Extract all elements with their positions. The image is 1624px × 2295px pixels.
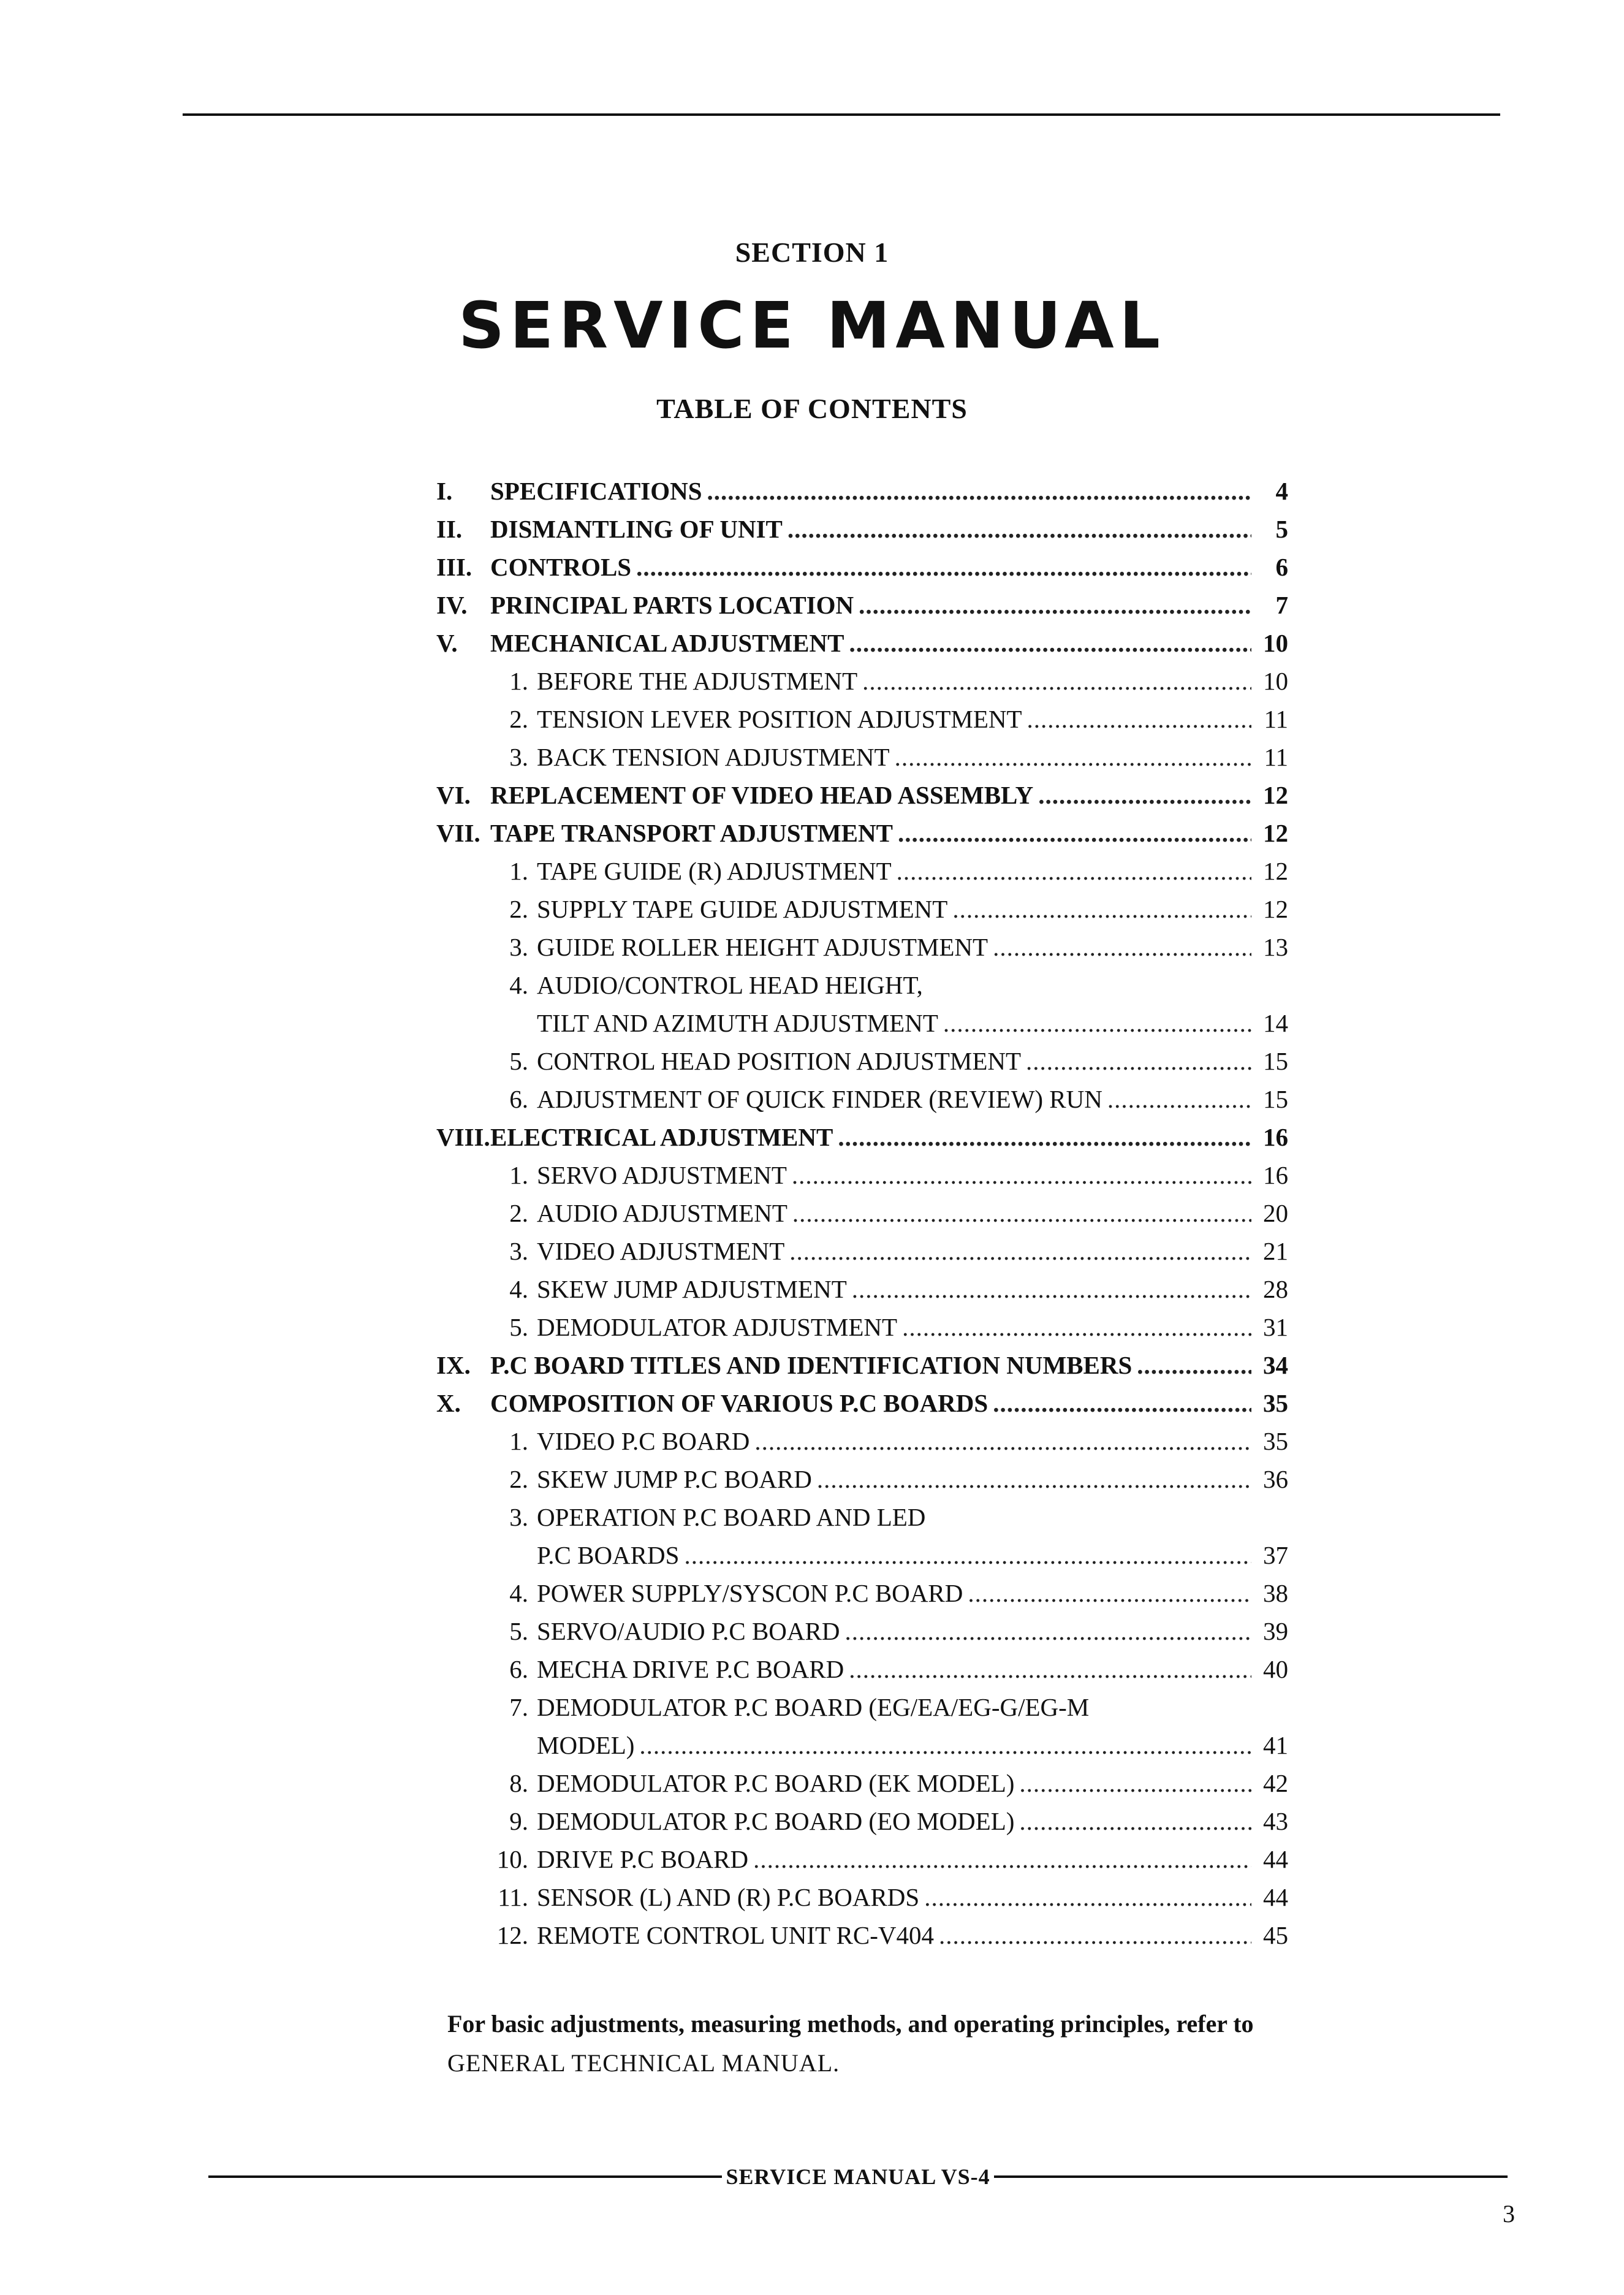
toc-heading: TABLE OF CONTENTS <box>656 393 968 424</box>
toc-entry-number: 5. <box>509 1313 528 1341</box>
toc-entry-page: 16 <box>1263 1123 1288 1151</box>
toc-entry-title: DEMODULATOR ADJUSTMENT <box>537 1313 898 1341</box>
toc-entry-title: SKEW JUMP ADJUSTMENT <box>537 1275 847 1303</box>
toc-leader-dots <box>792 1194 1251 1232</box>
toc-entry-number: IV. <box>436 591 468 619</box>
toc-entry-page: 35 <box>1263 1427 1288 1455</box>
toc-entry-page: 34 <box>1263 1351 1288 1379</box>
toc-entry <box>436 1574 1288 1612</box>
toc-entry-number: 2. <box>509 705 528 733</box>
toc-entry-number: 1. <box>509 667 528 695</box>
toc-entry-title: COMPOSITION OF VARIOUS P.C BOARDS <box>490 1389 988 1417</box>
toc-entry-page: 38 <box>1263 1579 1288 1607</box>
toc-entry <box>436 890 1288 928</box>
toc-entry-number: 2. <box>509 1465 528 1493</box>
toc-entry-title: SKEW JUMP P.C BOARD <box>537 1465 812 1493</box>
toc-entry-number: 4. <box>509 1579 528 1607</box>
toc-entry-title: DEMODULATOR P.C BOARD (EO MODEL) <box>537 1807 1015 1835</box>
toc-entry-number: 12. <box>496 1921 528 1949</box>
toc-leader-dots <box>707 472 1251 510</box>
toc-entry-number: 6. <box>509 1085 528 1113</box>
toc-entry-page: 31 <box>1263 1313 1288 1341</box>
toc-entry-number: 8. <box>509 1769 528 1797</box>
toc-entry <box>436 966 1288 1004</box>
toc-entry-number: VI. <box>436 781 471 809</box>
toc-entry-number: 3. <box>509 1237 528 1265</box>
toc-entry-title: BACK TENSION ADJUSTMENT <box>537 743 890 771</box>
toc-leader-dots <box>817 1460 1251 1498</box>
toc-entry-page: 42 <box>1263 1769 1288 1797</box>
toc-entry-page: 40 <box>1263 1655 1288 1683</box>
toc-entry-title: DRIVE P.C BOARD <box>537 1845 749 1873</box>
toc-entry-number: 4. <box>509 971 528 999</box>
toc-entry-number: 1. <box>509 1427 528 1455</box>
toc-entry <box>436 510 1288 548</box>
toc-entry-number: 11. <box>498 1883 528 1911</box>
toc-entry-page: 14 <box>1263 1009 1288 1037</box>
toc-entry-title: REMOTE CONTROL UNIT RC-V404 <box>537 1921 935 1949</box>
toc-leader-dots <box>952 890 1251 928</box>
toc-leader-dots <box>943 1004 1251 1042</box>
toc-entry-page: 11 <box>1264 743 1288 771</box>
toc-entry-page: 10 <box>1263 667 1288 695</box>
toc-entry-title: DEMODULATOR P.C BOARD (EG/EA/EG-G/EG-M <box>537 1693 1090 1721</box>
toc-entry <box>436 1346 1288 1384</box>
toc-entry <box>436 776 1288 814</box>
footer <box>208 2164 1508 2190</box>
toc-entry-number: 1. <box>509 1161 528 1189</box>
table-of-contents <box>436 472 1288 1954</box>
toc-entry-number: IX. <box>436 1351 471 1379</box>
toc-entry-page: 5 <box>1275 515 1288 543</box>
toc-leader-dots <box>844 1612 1251 1650</box>
toc-leader-dots <box>789 1232 1251 1270</box>
toc-entry-title: SENSOR (L) AND (R) P.C BOARDS <box>537 1883 920 1911</box>
toc-entry-page: 21 <box>1263 1237 1288 1265</box>
toc-entry-title: OPERATION P.C BOARD AND LED <box>537 1503 926 1531</box>
toc-leader-dots <box>639 1726 1251 1764</box>
toc-entry-title: CONTROLS <box>490 553 632 581</box>
toc-entry-title: AUDIO/CONTROL HEAD HEIGHT, <box>537 971 923 999</box>
toc-entry <box>436 738 1288 776</box>
toc-entry-number: V. <box>436 629 458 657</box>
toc-leader-dots <box>849 1650 1251 1688</box>
toc-entry <box>436 814 1288 852</box>
toc-entry-title: AUDIO ADJUSTMENT <box>537 1199 787 1227</box>
toc-leader-dots <box>753 1840 1251 1878</box>
toc-entry <box>436 1308 1288 1346</box>
toc-entry-number: 5. <box>509 1617 528 1645</box>
toc-leader-dots <box>684 1536 1251 1574</box>
toc-entry-title: TAPE GUIDE (R) ADJUSTMENT <box>537 857 892 885</box>
toc-entry-title: TAPE TRANSPORT ADJUSTMENT <box>490 819 893 847</box>
toc-leader-dots <box>897 852 1251 890</box>
toc-entry-page: 20 <box>1263 1199 1288 1227</box>
toc-entry <box>436 1612 1288 1650</box>
toc-entry <box>436 1270 1288 1308</box>
toc-leader-dots <box>939 1916 1251 1954</box>
toc-entry-title: DEMODULATOR P.C BOARD (EK MODEL) <box>537 1769 1015 1797</box>
toc-entry <box>436 1726 1288 1764</box>
toc-entry-page: 10 <box>1263 629 1288 657</box>
toc-entry-title: CONTROL HEAD POSITION ADJUSTMENT <box>537 1047 1022 1075</box>
toc-entry <box>436 1232 1288 1270</box>
toc-entry-number: 3. <box>509 743 528 771</box>
toc-entry <box>436 662 1288 700</box>
toc-entry-title: POWER SUPPLY/SYSCON P.C BOARD <box>537 1579 963 1607</box>
page-number: 3 <box>1503 2200 1515 2228</box>
toc-entry-number: 1. <box>509 857 528 885</box>
toc-entry-page: 44 <box>1263 1845 1288 1873</box>
toc-entry <box>436 1498 1288 1536</box>
toc-entry-number: X. <box>436 1389 461 1417</box>
toc-leader-dots <box>754 1422 1251 1460</box>
reference-note-line-1: For basic adjustments, measuring methods, and operating principles, refer to <box>447 2010 1254 2038</box>
toc-entry-title: P.C BOARD TITLES AND IDENTIFICATION NUMBERS <box>490 1351 1133 1379</box>
toc-entry <box>436 1080 1288 1118</box>
toc-entry-title: SUPPLY TAPE GUIDE ADJUSTMENT <box>537 895 948 923</box>
toc-entry-page: 7 <box>1275 591 1288 619</box>
toc-entry <box>436 928 1288 966</box>
toc-entry-page: 45 <box>1263 1921 1288 1949</box>
toc-entry-page: 35 <box>1263 1389 1288 1417</box>
toc-entry-page: 44 <box>1263 1883 1288 1911</box>
toc-leader-dots <box>787 510 1251 548</box>
toc-entry-page: 16 <box>1263 1161 1288 1189</box>
toc-entry-number: 2. <box>509 1199 528 1227</box>
section-label: SECTION 1 <box>735 237 889 268</box>
toc-entry <box>436 1764 1288 1802</box>
toc-entry-page: 39 <box>1263 1617 1288 1645</box>
toc-leader-dots <box>838 1118 1251 1156</box>
toc-entry-page: 36 <box>1263 1465 1288 1493</box>
toc-entry-page: 6 <box>1275 553 1288 581</box>
toc-entry-title: REPLACEMENT OF VIDEO HEAD ASSEMBLY <box>490 781 1034 809</box>
toc-leader-dots <box>636 548 1251 586</box>
toc-entry-title: VIDEO ADJUSTMENT <box>537 1237 785 1265</box>
toc-entry-page: 37 <box>1263 1541 1288 1569</box>
toc-entry-page: 15 <box>1263 1047 1288 1075</box>
toc-entry <box>436 1840 1288 1878</box>
toc-entry-title: SERVO ADJUSTMENT <box>537 1161 787 1189</box>
toc-leader-dots <box>924 1878 1251 1916</box>
toc-leader-dots <box>968 1574 1251 1612</box>
toc-leader-dots <box>1038 776 1251 814</box>
toc-entry <box>436 1194 1288 1232</box>
toc-entry-number: VIII. <box>436 1123 490 1151</box>
toc-leader-dots <box>1019 1764 1251 1802</box>
toc-entry-page: 12 <box>1263 895 1288 923</box>
toc-leader-dots <box>1026 1042 1251 1080</box>
toc-entry-page: 28 <box>1263 1275 1288 1303</box>
toc-entry-number: 7. <box>509 1693 528 1721</box>
toc-entry <box>436 1118 1288 1156</box>
toc-leader-dots <box>1137 1346 1251 1384</box>
toc-entry-number: 10. <box>496 1845 528 1873</box>
toc-entry-page: 11 <box>1264 705 1288 733</box>
toc-entry-title: TENSION LEVER POSITION ADJUSTMENT <box>537 705 1022 733</box>
toc-entry <box>436 586 1288 624</box>
toc-entry-title: SPECIFICATIONS <box>490 477 702 505</box>
toc-leader-dots <box>792 1156 1251 1194</box>
toc-entry-number: 2. <box>509 895 528 923</box>
toc-entry <box>436 548 1288 586</box>
toc-entry-title: P.C BOARDS <box>537 1541 680 1569</box>
toc-entry <box>436 1042 1288 1080</box>
toc-entry-title: VIDEO P.C BOARD <box>537 1427 750 1455</box>
toc-entry-number: II. <box>436 515 463 543</box>
toc-entry-title: BEFORE THE ADJUSTMENT <box>537 667 858 695</box>
toc-entry-number: III. <box>436 553 472 581</box>
footer-rule-right <box>994 2175 1508 2178</box>
footer-rule-left <box>208 2175 722 2178</box>
toc-leader-dots <box>852 1270 1251 1308</box>
toc-entry <box>436 624 1288 662</box>
toc-entry <box>436 1460 1288 1498</box>
toc-entry <box>436 1384 1288 1422</box>
top-rule <box>183 113 1500 116</box>
toc-entry-number: 5. <box>509 1047 528 1075</box>
toc-entry <box>436 1878 1288 1916</box>
toc-entry <box>436 1802 1288 1840</box>
toc-entry-page: 12 <box>1263 781 1288 809</box>
toc-entry-page: 4 <box>1275 477 1288 505</box>
toc-leader-dots <box>862 662 1251 700</box>
toc-entry <box>436 852 1288 890</box>
toc-entry-title: ELECTRICAL ADJUSTMENT <box>490 1123 833 1151</box>
toc-entry-title: GUIDE ROLLER HEIGHT ADJUSTMENT <box>537 933 988 961</box>
toc-leader-dots <box>993 928 1251 966</box>
footer-title: SERVICE MANUAL VS-4 <box>726 2164 990 2189</box>
toc-entry <box>436 1422 1288 1460</box>
toc-entry-page: 13 <box>1263 933 1288 961</box>
toc-entry-page: 12 <box>1263 819 1288 847</box>
toc-entry-page: 41 <box>1263 1731 1288 1759</box>
reference-note <box>447 2004 1293 2083</box>
toc-entry-number: VII. <box>436 819 480 847</box>
reference-note-line-2: GENERAL TECHNICAL MANUAL. <box>447 2049 840 2077</box>
toc-leader-dots <box>849 624 1251 662</box>
toc-entry-title: PRINCIPAL PARTS LOCATION <box>490 591 854 619</box>
toc-leader-dots <box>1107 1080 1251 1118</box>
toc-entry <box>436 1688 1288 1726</box>
toc-entry <box>436 1536 1288 1574</box>
toc-entry-page: 43 <box>1263 1807 1288 1835</box>
toc-entry-page: 12 <box>1263 857 1288 885</box>
toc-leader-dots <box>902 1308 1251 1346</box>
toc-entry-title: TILT AND AZIMUTH ADJUSTMENT <box>537 1009 938 1037</box>
toc-entry <box>436 700 1288 738</box>
toc-entry-title: ADJUSTMENT OF QUICK FINDER (REVIEW) RUN <box>537 1085 1102 1113</box>
toc-leader-dots <box>993 1384 1251 1422</box>
toc-entry-number: 3. <box>509 1503 528 1531</box>
toc-entry <box>436 1650 1288 1688</box>
toc-entry <box>436 1916 1288 1954</box>
toc-entry <box>436 1156 1288 1194</box>
toc-entry-title: DISMANTLING OF UNIT <box>490 515 783 543</box>
toc-entry <box>436 472 1288 510</box>
toc-leader-dots <box>895 738 1251 776</box>
toc-leader-dots <box>1027 700 1251 738</box>
page-title: SERVICE MANUAL <box>458 288 1166 363</box>
toc-leader-dots <box>859 586 1251 624</box>
toc-entry-title: MECHANICAL ADJUSTMENT <box>490 629 844 657</box>
toc-entry-number: 9. <box>509 1807 528 1835</box>
toc-entry-number: 4. <box>509 1275 528 1303</box>
toc-entry-title: MODEL) <box>537 1731 635 1759</box>
toc-entry-title: SERVO/AUDIO P.C BOARD <box>537 1617 840 1645</box>
toc-entry-number: 6. <box>509 1655 528 1683</box>
toc-entry-title: MECHA DRIVE P.C BOARD <box>537 1655 844 1683</box>
toc-entry <box>436 1004 1288 1042</box>
toc-entry-page: 15 <box>1263 1085 1288 1113</box>
toc-leader-dots <box>898 814 1251 852</box>
toc-entry-number: I. <box>436 477 453 505</box>
toc-entry-number: 3. <box>509 933 528 961</box>
toc-leader-dots <box>1019 1802 1251 1840</box>
